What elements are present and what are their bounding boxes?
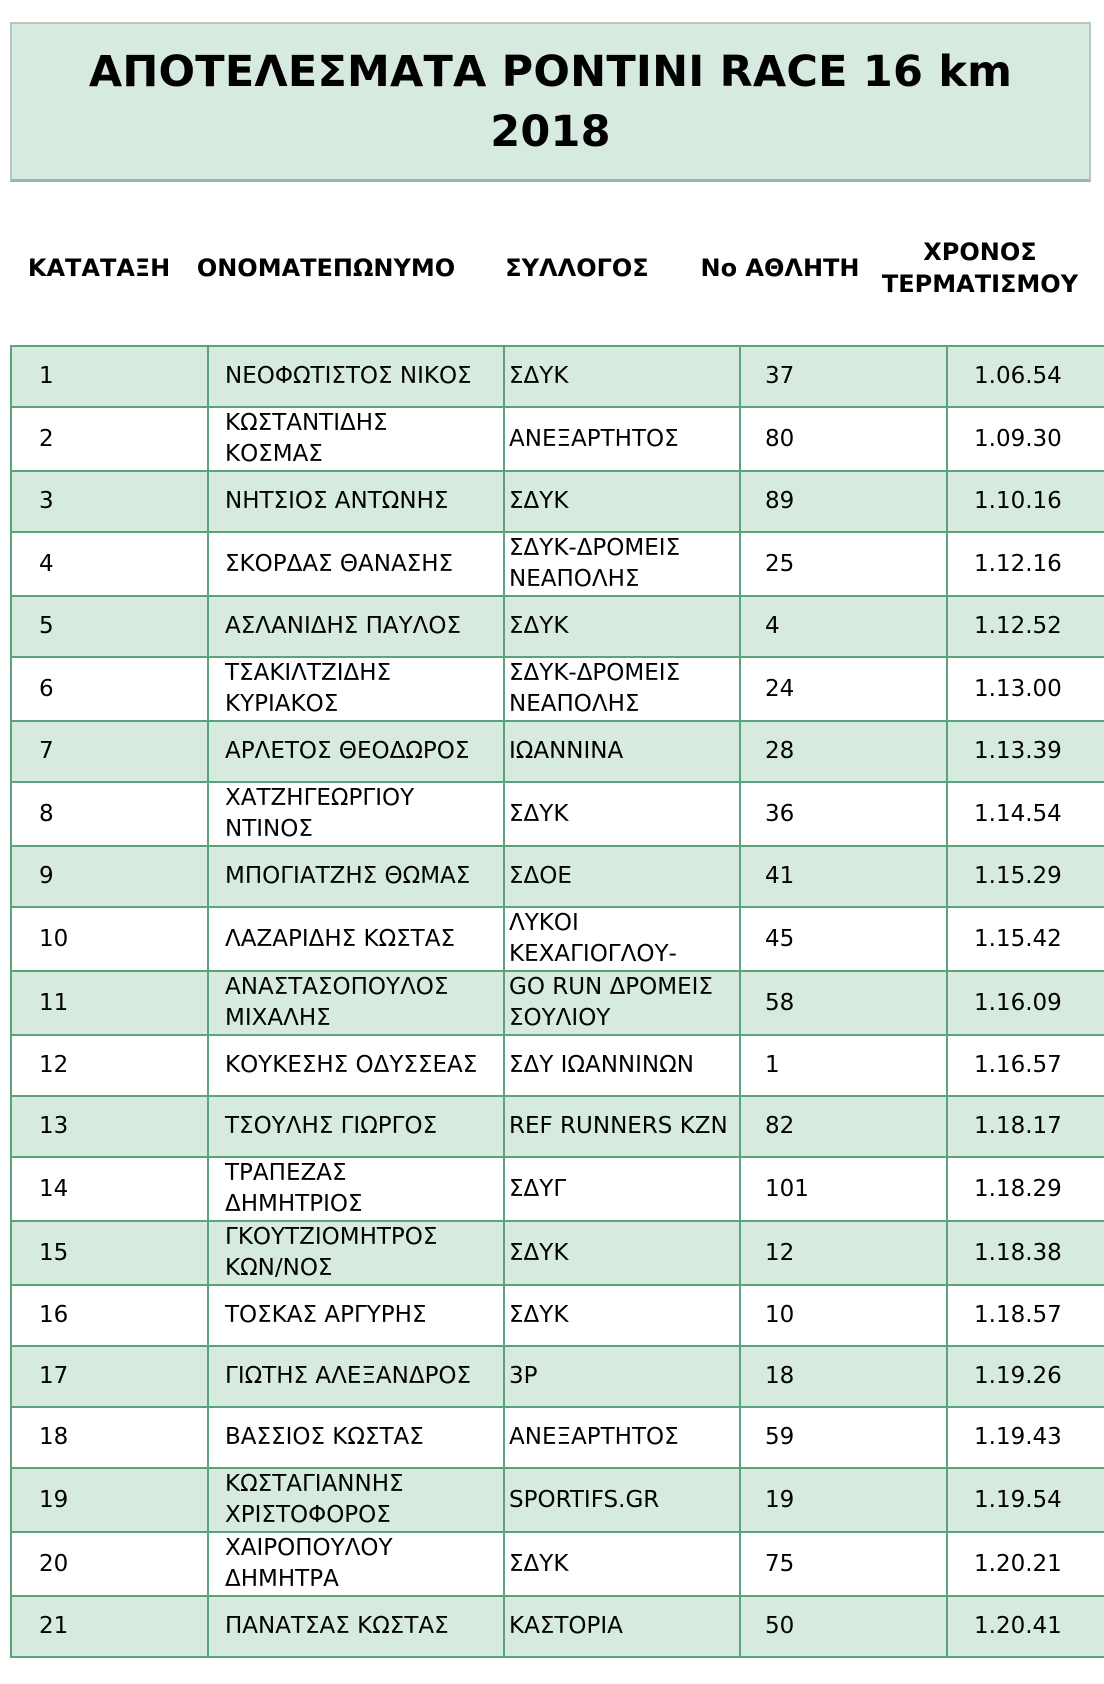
rank-value: 2 <box>39 425 54 452</box>
header-club: ΣΥΛΛΟΓΟΣ <box>505 254 649 282</box>
rank-value: 5 <box>39 613 54 639</box>
name-cell <box>208 971 504 1035</box>
bib-cell <box>740 1468 947 1532</box>
finish-time: 1.12.52 <box>974 613 1062 639</box>
time-cell <box>947 1096 1104 1157</box>
table-row <box>11 532 1104 596</box>
rank-value: 14 <box>39 1175 69 1202</box>
bib-cell <box>740 1096 947 1157</box>
athlete-name: ΧΑΙΡΟΠΟΥΛΟΥ <box>225 1535 393 1561</box>
club-name: ΣΔΥΚ <box>509 1239 569 1266</box>
bib-number: 24 <box>765 675 795 702</box>
club-cell <box>504 407 740 471</box>
rank-cell <box>11 721 208 782</box>
bib-number: 25 <box>765 550 795 577</box>
club-cell <box>504 471 740 532</box>
finish-time: 1.18.29 <box>974 1175 1062 1202</box>
club-name: ΣΔΟΕ <box>509 863 572 889</box>
finish-time: 1.18.38 <box>974 1239 1062 1266</box>
name-cell <box>208 657 504 721</box>
club-cell <box>504 971 740 1035</box>
finish-time: 1.16.09 <box>974 989 1062 1016</box>
rank-cell <box>11 657 208 721</box>
rank-cell <box>11 596 208 657</box>
time-cell <box>947 1285 1104 1346</box>
finish-time: 1.18.17 <box>974 1113 1062 1139</box>
athlete-name: ΑΝΑΣΤΑΣΟΠΟΥΛΟΣ <box>225 974 449 1000</box>
club-name: ΑΝΕΞΑΡΤΗΤΟΣ <box>509 425 679 452</box>
bib-number: 75 <box>765 1550 795 1577</box>
rank-cell <box>11 1532 208 1596</box>
athlete-name-line2: ΔΗΜΗΤΡΑ <box>225 1566 339 1592</box>
bib-cell <box>740 782 947 846</box>
rank-cell <box>11 1221 208 1285</box>
club-name: GO RUN ΔΡΟΜΕΙΣ <box>509 974 713 1000</box>
time-cell <box>947 407 1104 471</box>
rank-value: 7 <box>39 738 54 764</box>
rank-cell <box>11 1468 208 1532</box>
title-banner <box>10 22 1091 182</box>
finish-time: 1.19.26 <box>974 1363 1062 1389</box>
club-cell <box>504 346 740 407</box>
rank-value: 15 <box>39 1239 69 1266</box>
time-cell <box>947 657 1104 721</box>
rank-value: 13 <box>39 1113 69 1139</box>
table-row <box>11 1468 1104 1532</box>
rank-value: 10 <box>39 925 69 952</box>
rank-value: 9 <box>39 863 54 889</box>
page-title: ΑΠΟΤΕΛΕΣΜΑΤΑ ΡΟΝΤΙΝΙ RACE 16 km <box>88 46 1013 97</box>
bib-cell <box>740 907 947 971</box>
club-name: ΣΔΥΚ <box>509 613 569 639</box>
name-cell <box>208 1035 504 1096</box>
club-cell <box>504 1596 740 1657</box>
club-cell <box>504 532 740 596</box>
page-title-year: 2018 <box>490 106 611 157</box>
athlete-name: ΓΚΟΥΤΖΙΟΜΗΤΡΟΣ <box>225 1224 438 1250</box>
club-cell <box>504 846 740 907</box>
bib-cell <box>740 657 947 721</box>
results-table <box>10 345 1104 1658</box>
table-row <box>11 471 1104 532</box>
bib-number: 101 <box>765 1175 809 1202</box>
club-cell <box>504 1532 740 1596</box>
time-cell <box>947 721 1104 782</box>
club-cell <box>504 1407 740 1468</box>
bib-number: 45 <box>765 925 795 952</box>
rank-value: 21 <box>39 1613 69 1639</box>
name-cell <box>208 1407 504 1468</box>
club-name: ΣΔΥΚ <box>509 488 569 514</box>
bib-number: 18 <box>765 1363 795 1389</box>
athlete-name-line2: ΝΤΙΝΟΣ <box>225 816 313 842</box>
finish-time: 1.19.54 <box>974 1486 1062 1513</box>
bib-number: 36 <box>765 800 795 827</box>
club-cell <box>504 1468 740 1532</box>
athlete-name: ΧΑΤΖΗΓΕΩΡΓΙΟΥ <box>225 785 415 811</box>
time-cell <box>947 471 1104 532</box>
table-row <box>11 1035 1104 1096</box>
rank-cell <box>11 846 208 907</box>
club-name: ΣΔΥΚ <box>509 363 569 389</box>
athlete-name: ΚΩΣΤΑΝΤΙΔΗΣ <box>225 410 388 436</box>
bib-cell <box>740 1285 947 1346</box>
bib-number: 89 <box>765 488 795 514</box>
time-cell <box>947 1468 1104 1532</box>
bib-number: 12 <box>765 1239 795 1266</box>
rank-cell <box>11 407 208 471</box>
bib-cell <box>740 846 947 907</box>
bib-number: 59 <box>765 1424 795 1450</box>
bib-number: 80 <box>765 425 795 452</box>
header-rank: ΚΑΤΑΤΑΞΗ <box>27 254 171 282</box>
time-cell <box>947 1346 1104 1407</box>
athlete-name: ΣΚΟΡΔΑΣ ΘΑΝΑΣΗΣ <box>225 550 454 577</box>
rank-cell <box>11 1596 208 1657</box>
table-row <box>11 346 1104 407</box>
time-cell <box>947 1532 1104 1596</box>
bib-number: 19 <box>765 1486 795 1513</box>
bib-cell <box>740 532 947 596</box>
time-cell <box>947 596 1104 657</box>
bib-cell <box>740 971 947 1035</box>
club-name: 3P <box>509 1363 538 1389</box>
club-name: ΛΥΚΟΙ <box>509 910 579 936</box>
table-row <box>11 1596 1104 1657</box>
name-cell <box>208 846 504 907</box>
name-cell <box>208 596 504 657</box>
rank-value: 4 <box>39 550 54 577</box>
results-body <box>11 346 1104 1657</box>
header-finish-time <box>870 228 1090 308</box>
time-cell <box>947 907 1104 971</box>
rank-value: 8 <box>39 800 54 827</box>
bib-cell <box>740 721 947 782</box>
club-cell <box>504 1157 740 1221</box>
finish-time: 1.20.41 <box>974 1613 1062 1639</box>
time-cell <box>947 1596 1104 1657</box>
table-row <box>11 407 1104 471</box>
bib-cell <box>740 1157 947 1221</box>
bib-cell <box>740 346 947 407</box>
club-name-line2: ΣΟΥΛΙΟΥ <box>509 1005 611 1031</box>
finish-time: 1.19.43 <box>974 1424 1062 1450</box>
table-row <box>11 907 1104 971</box>
bib-number: 41 <box>765 863 795 889</box>
club-name: ΣΔΥ ΙΩΑΝΝΙΝΩΝ <box>509 1052 694 1078</box>
bib-cell <box>740 1035 947 1096</box>
rank-cell <box>11 1346 208 1407</box>
athlete-name-line2: ΜΙΧΑΛΗΣ <box>225 1005 331 1031</box>
bib-number: 37 <box>765 363 795 389</box>
finish-time: 1.16.57 <box>974 1052 1062 1078</box>
finish-time: 1.06.54 <box>974 363 1062 389</box>
header-finish-time-line1: ΧΡΟΝΟΣ <box>923 238 1037 266</box>
finish-time: 1.15.29 <box>974 863 1062 889</box>
header-finish-time-line2: ΤΕΡΜΑΤΙΣΜΟΥ <box>881 270 1079 298</box>
finish-time: 1.10.16 <box>974 488 1062 514</box>
time-cell <box>947 1221 1104 1285</box>
name-cell <box>208 407 504 471</box>
rank-cell <box>11 532 208 596</box>
rank-cell <box>11 907 208 971</box>
club-name: SPORTIFS.GR <box>509 1486 660 1513</box>
athlete-name: ΓΙΩΤΗΣ ΑΛΕΞΑΝΔΡΟΣ <box>225 1363 472 1389</box>
header-bib: Νο ΑΘΛΗΤΗ <box>700 254 860 282</box>
athlete-name: ΝΗΤΣΙΟΣ ΑΝΤΩΝΗΣ <box>225 488 449 514</box>
table-row <box>11 1221 1104 1285</box>
bib-number: 1 <box>765 1052 780 1078</box>
time-cell <box>947 1407 1104 1468</box>
table-row <box>11 1285 1104 1346</box>
athlete-name: ΤΡΑΠΕΖΑΣ <box>225 1160 347 1186</box>
bib-number: 10 <box>765 1302 795 1328</box>
table-row <box>11 596 1104 657</box>
time-cell <box>947 1035 1104 1096</box>
time-cell <box>947 846 1104 907</box>
rank-cell <box>11 782 208 846</box>
name-cell <box>208 1157 504 1221</box>
finish-time: 1.14.54 <box>974 800 1062 827</box>
rank-cell <box>11 346 208 407</box>
name-cell <box>208 782 504 846</box>
club-cell <box>504 1096 740 1157</box>
name-cell <box>208 1532 504 1596</box>
name-cell <box>208 346 504 407</box>
club-name-line2: ΝΕΑΠΟΛΗΣ <box>509 691 640 717</box>
table-row <box>11 1096 1104 1157</box>
bib-cell <box>740 471 947 532</box>
bib-cell <box>740 1532 947 1596</box>
finish-time: 1.13.00 <box>974 675 1062 702</box>
table-row <box>11 1346 1104 1407</box>
name-cell <box>208 1596 504 1657</box>
rank-cell <box>11 1407 208 1468</box>
rank-cell <box>11 971 208 1035</box>
rank-value: 20 <box>39 1550 69 1577</box>
athlete-name-line2: ΚΩΝ/ΝΟΣ <box>225 1255 333 1281</box>
athlete-name: ΚΩΣΤΑΓΙΑΝΝΗΣ <box>225 1471 404 1497</box>
rank-value: 17 <box>39 1363 69 1389</box>
rank-value: 1 <box>39 363 54 389</box>
club-name: ΚΑΣΤΟΡΙΑ <box>509 1613 623 1639</box>
bib-number: 82 <box>765 1113 795 1139</box>
rank-value: 3 <box>39 488 54 514</box>
name-cell <box>208 1468 504 1532</box>
club-cell <box>504 721 740 782</box>
finish-time: 1.15.42 <box>974 925 1062 952</box>
athlete-name: ΜΠΟΓΙΑΤΖΗΣ ΘΩΜΑΣ <box>225 863 471 889</box>
name-cell <box>208 721 504 782</box>
time-cell <box>947 782 1104 846</box>
bib-cell <box>740 407 947 471</box>
bib-number: 28 <box>765 738 795 764</box>
rank-cell <box>11 1285 208 1346</box>
table-row <box>11 1532 1104 1596</box>
name-cell <box>208 907 504 971</box>
rank-value: 18 <box>39 1424 69 1450</box>
rank-value: 6 <box>39 675 54 702</box>
club-cell <box>504 657 740 721</box>
club-name: ΣΔΥΚ-ΔΡΟΜΕΙΣ <box>509 535 681 561</box>
athlete-name: ΚΟΥΚΕΣΗΣ ΟΔΥΣΣΕΑΣ <box>225 1052 478 1078</box>
athlete-name-line2: ΚΥΡΙΑΚΟΣ <box>225 691 339 717</box>
finish-time: 1.20.21 <box>974 1550 1062 1577</box>
table-row <box>11 721 1104 782</box>
time-cell <box>947 346 1104 407</box>
athlete-name: ΑΣΛΑΝΙΔΗΣ ΠΑΥΛΟΣ <box>225 613 462 639</box>
rank-value: 19 <box>39 1486 69 1513</box>
club-name: ΙΩΑΝΝΙΝΑ <box>509 738 624 764</box>
table-row <box>11 971 1104 1035</box>
club-cell <box>504 907 740 971</box>
rank-value: 12 <box>39 1052 69 1078</box>
rank-cell <box>11 1035 208 1096</box>
table-row <box>11 782 1104 846</box>
finish-time: 1.18.57 <box>974 1302 1062 1328</box>
club-name: ΣΔΥΚ <box>509 800 569 827</box>
bib-cell <box>740 1596 947 1657</box>
name-cell <box>208 1285 504 1346</box>
club-cell <box>504 782 740 846</box>
athlete-name: ΠΑΝΑΤΣΑΣ ΚΩΣΤΑΣ <box>225 1613 449 1639</box>
club-name-line2: ΝΕΑΠΟΛΗΣ <box>509 566 640 592</box>
table-row <box>11 1407 1104 1468</box>
club-name: REF RUNNERS KZN <box>509 1113 728 1139</box>
club-name: ΣΔΥΓ <box>509 1175 567 1202</box>
name-cell <box>208 471 504 532</box>
name-cell <box>208 1346 504 1407</box>
bib-cell <box>740 596 947 657</box>
athlete-name: ΛΑΖΑΡΙΔΗΣ ΚΩΣΤΑΣ <box>225 925 455 952</box>
table-row <box>11 1157 1104 1221</box>
table-row <box>11 846 1104 907</box>
bib-cell <box>740 1407 947 1468</box>
time-cell <box>947 1157 1104 1221</box>
club-name-line2: ΚΕΧΑΓΙΟΓΛΟΥ- <box>509 941 677 967</box>
bib-number: 50 <box>765 1613 795 1639</box>
bib-cell <box>740 1221 947 1285</box>
bib-cell <box>740 1346 947 1407</box>
rank-cell <box>11 1157 208 1221</box>
athlete-name: ΤΣΑΚΙΛΤΖΙΔΗΣ <box>225 660 392 686</box>
column-headers <box>0 228 1104 308</box>
finish-time: 1.09.30 <box>974 425 1062 452</box>
finish-time: 1.13.39 <box>974 738 1062 764</box>
athlete-name: ΑΡΛΕΤΟΣ ΘΕΟΔΩΡΟΣ <box>225 738 470 764</box>
club-name: ΣΔΥΚ-ΔΡΟΜΕΙΣ <box>509 660 681 686</box>
athlete-name: ΤΣΟΥΛΗΣ ΓΙΩΡΓΟΣ <box>225 1113 438 1139</box>
name-cell <box>208 532 504 596</box>
club-cell <box>504 1346 740 1407</box>
club-cell <box>504 596 740 657</box>
athlete-name: ΤΟΣΚΑΣ ΑΡΓΥΡΗΣ <box>225 1302 427 1328</box>
time-cell <box>947 532 1104 596</box>
bib-number: 4 <box>765 613 780 639</box>
athlete-name-line2: ΚΟΣΜΑΣ <box>225 441 323 467</box>
bib-number: 58 <box>765 989 795 1016</box>
header-name: ΟΝΟΜΑΤΕΠΩΝΥΜΟ <box>196 254 456 282</box>
athlete-name: ΝΕΟΦΩΤΙΣΤΟΣ ΝΙΚΟΣ <box>225 363 472 389</box>
club-name: ΣΔΥΚ <box>509 1550 569 1577</box>
rank-value: 11 <box>39 989 69 1016</box>
athlete-name-line2: ΔΗΜΗΤΡΙΟΣ <box>225 1191 363 1217</box>
time-cell <box>947 971 1104 1035</box>
club-name: ΣΔΥΚ <box>509 1302 569 1328</box>
name-cell <box>208 1221 504 1285</box>
club-name: ΑΝΕΞΑΡΤΗΤΟΣ <box>509 1424 679 1450</box>
rank-cell <box>11 471 208 532</box>
rank-value: 16 <box>39 1302 69 1328</box>
athlete-name: ΒΑΣΣΙΟΣ ΚΩΣΤΑΣ <box>225 1424 424 1450</box>
club-cell <box>504 1285 740 1346</box>
rank-cell <box>11 1096 208 1157</box>
club-cell <box>504 1035 740 1096</box>
name-cell <box>208 1096 504 1157</box>
athlete-name-line2: ΧΡΙΣΤΟΦΟΡΟΣ <box>225 1502 391 1528</box>
finish-time: 1.12.16 <box>974 550 1062 577</box>
table-row <box>11 657 1104 721</box>
club-cell <box>504 1221 740 1285</box>
